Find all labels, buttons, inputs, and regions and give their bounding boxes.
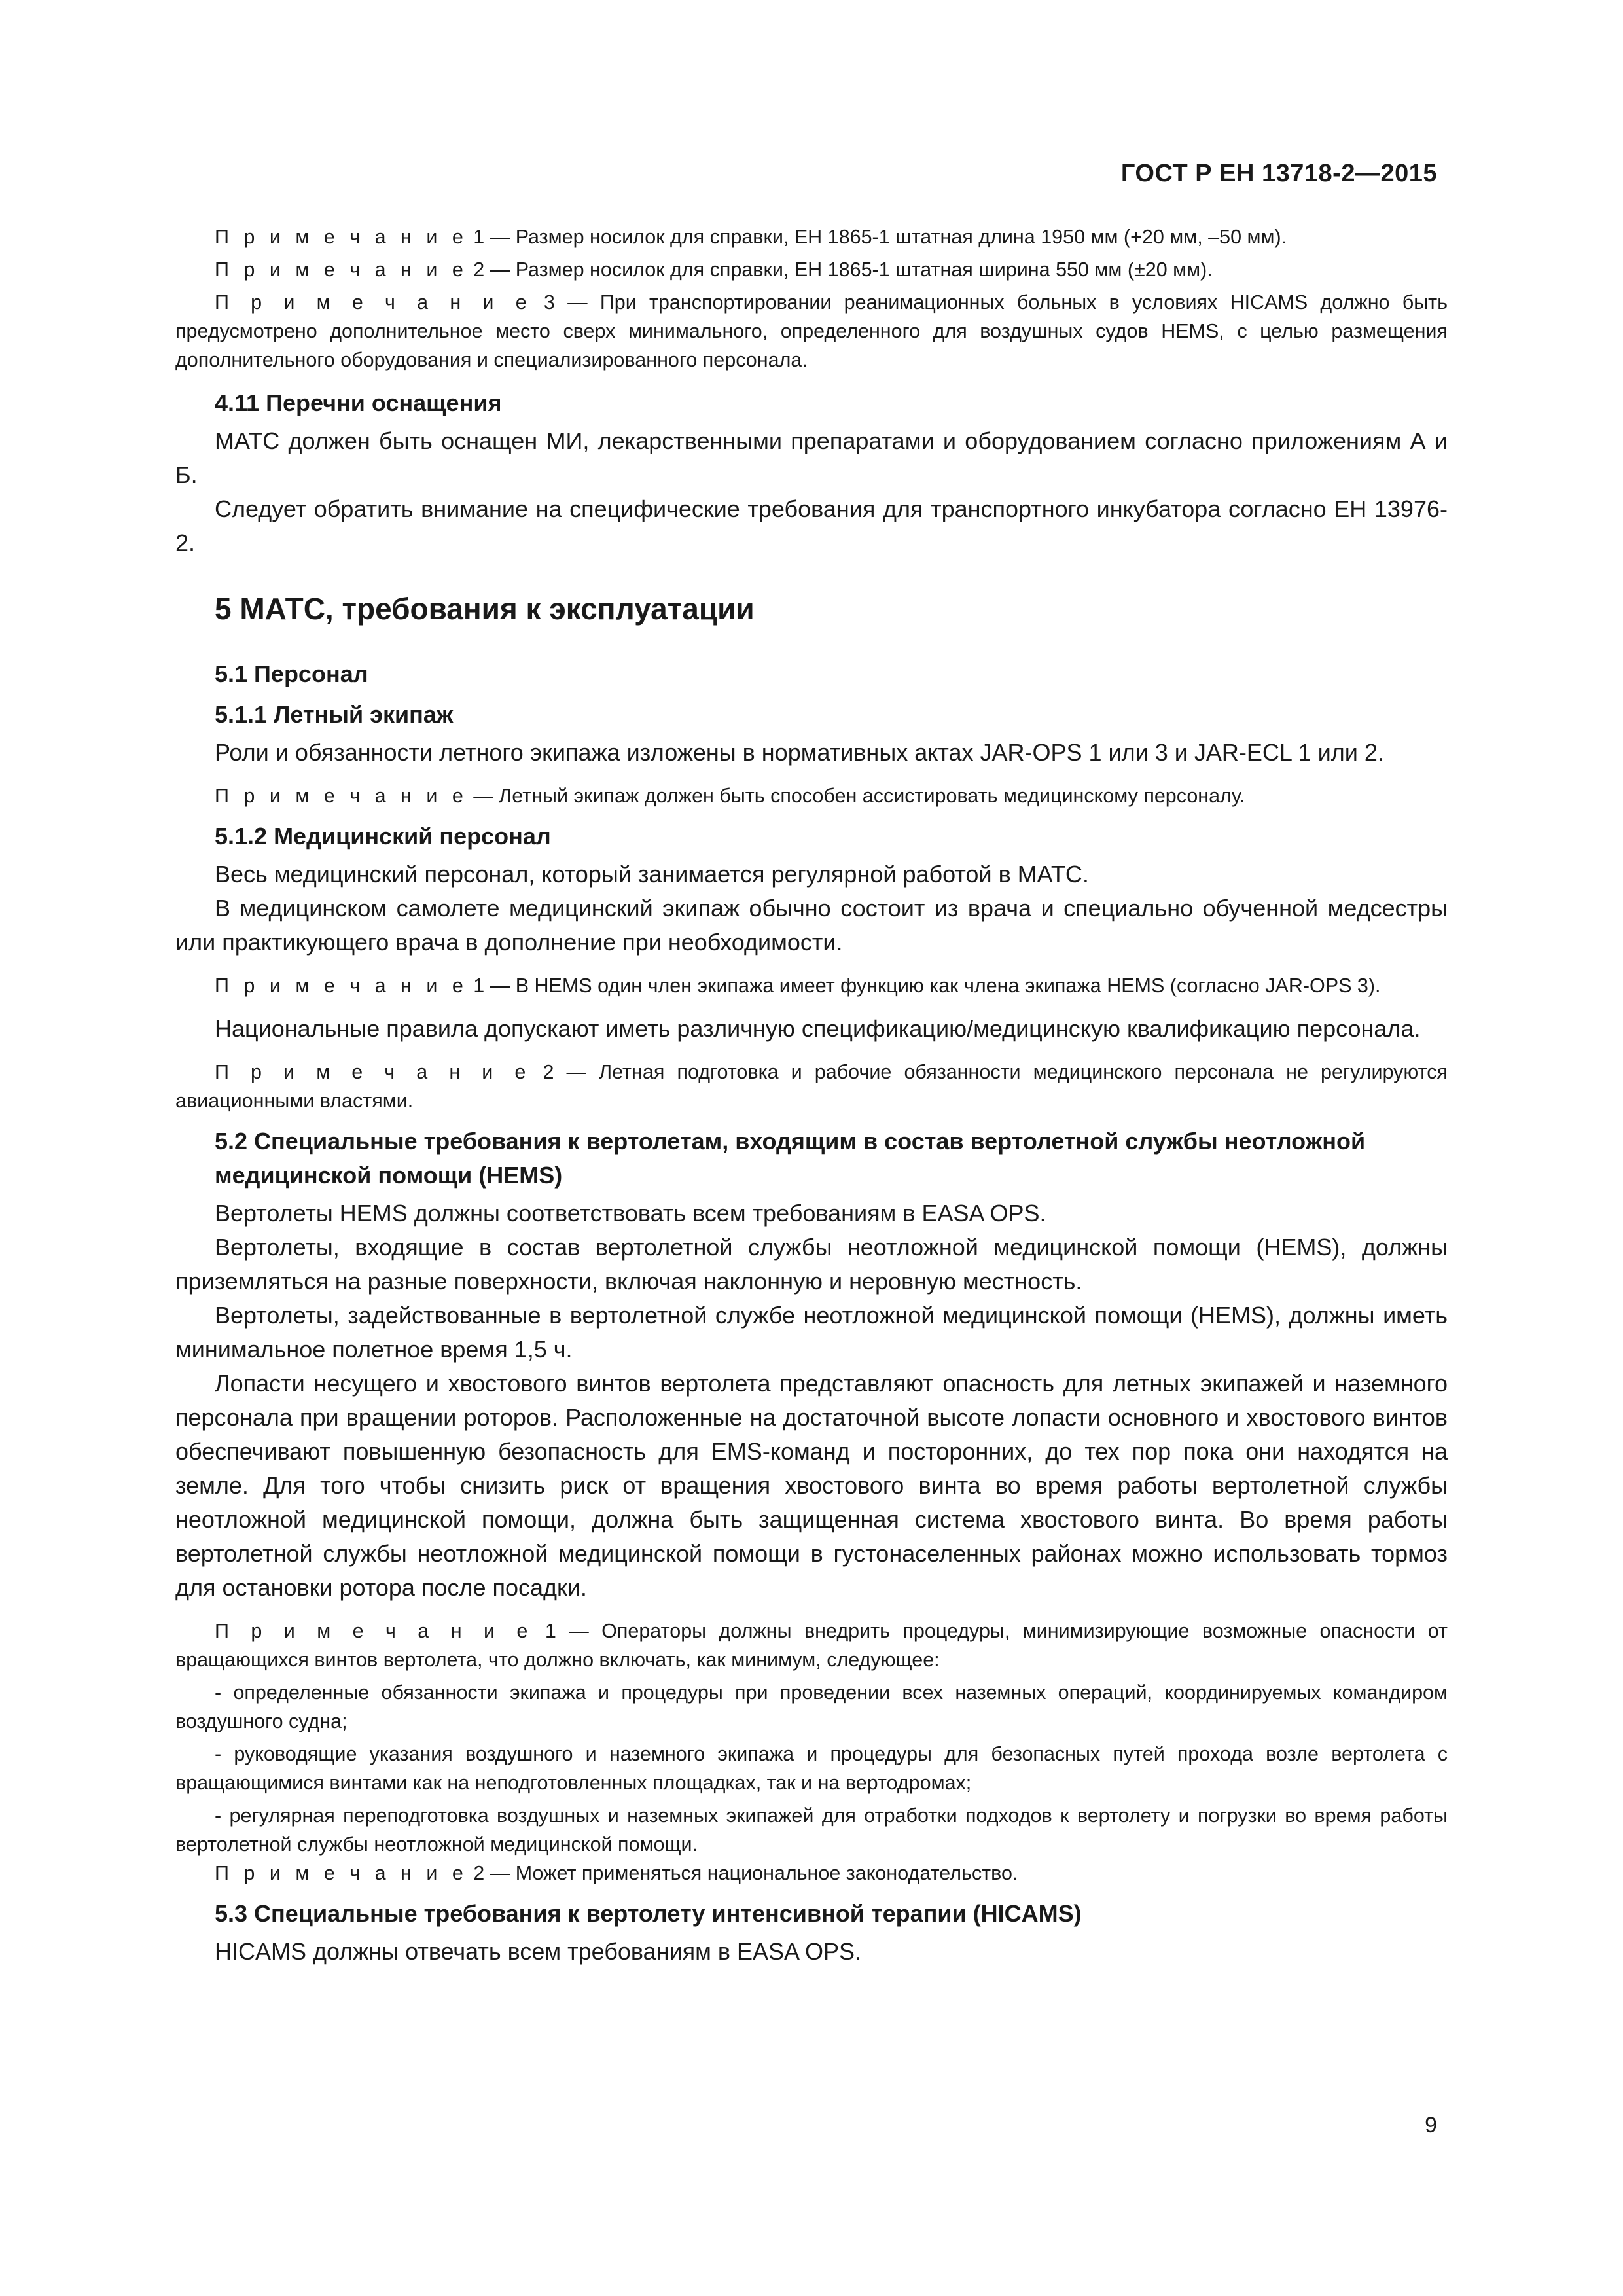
note-label: П р и м е ч а н и е [215, 785, 468, 807]
section-4-11-paragraph-2: Следует обратить внимание на специфические требования для транспортного инкубатора согласно ЕН 13976-2. [175, 495, 1448, 556]
note-list-item: - руководящие указания воздушного и наземного экипажа и процедуры для безопасных путей прохода возле вертолета с вращающимися винтами как на неподготовленных площадках, так и на вертодромах; [175, 1743, 1448, 1794]
note-list-item: - регулярная переподготовка воздушных и наземных экипажей для отработки подходов к вертолету и погрузки во время работы вертолетной службы неотложной медицинской помощи. [175, 1804, 1448, 1856]
note-3 [175, 288, 1448, 374]
note-number: 1 — [532, 1620, 602, 1642]
section-5-1-2-note-2 [175, 1058, 1448, 1115]
document-code: ГОСТ Р ЕН 13718-2—2015 [1120, 160, 1437, 187]
note-label: П р и м е ч а н и е [215, 1862, 468, 1884]
section-5-title: 5 МАТС, требования к эксплуатации [215, 592, 755, 626]
note-text: Летная подготовка и рабочие обязанности медицинского персонала не регулируются авиационными властями. [175, 1061, 1448, 1112]
note-text: Может применяться национальное законодательство. [515, 1862, 1018, 1884]
section-5-2-paragraph-3: Вертолеты, задействованные в вертолетной службе неотложной медицинской помощи (HEMS), должны иметь минимальное полетное время 1,5 ч. [175, 1302, 1448, 1363]
note-label: П р и м е ч а н и е [215, 975, 468, 997]
page-content [175, 223, 1448, 1969]
note-text: Размер носилок для справки, ЕН 1865-1 штатная ширина 550 мм (±20 мм). [515, 259, 1213, 281]
section-5-2-note-1 [175, 1617, 1448, 1674]
section-4-11-paragraph-1: МАТС должен быть оснащен МИ, лекарственными препаратами и оборудованием согласно приложениям А и Б. [175, 427, 1448, 488]
note-label: П р и м е ч а н и е [215, 259, 468, 281]
section-5-1-2-paragraph-3: Национальные правила допускают иметь различную спецификацию/медицинскую квалификацию персонала. [215, 1015, 1421, 1042]
section-5-2-paragraph-4: Лопасти несущего и хвостового винтов вертолета представляют опасность для летных экипажей и наземного персонала при вращении роторов. Расположенные на достаточной высоте лопасти основного и хвостового винтов обеспечивают повышенную безопасность для EMS-команд и посторонних, до тех пор пока они находятся на земле. Для того чтобы снизить риск от вращения хвостового винта во время работы вертолетной службы неотложной медицинской помощи, должна быть защищенная система хвостового винта. Во время работы вертолетной службы неотложной медицинской помощи в густонаселенных районах можно использовать тормоз для остановки ротора после посадки. [175, 1370, 1448, 1601]
note-label: П р и м е ч а н и е [215, 1620, 533, 1642]
note-number: 2 — [467, 259, 516, 281]
section-5-1-2-note-1 [175, 971, 1448, 1000]
note-number: 2 — [467, 1862, 516, 1884]
section-5-2-note-2 [175, 1859, 1448, 1888]
note-2 [175, 255, 1448, 284]
note-text: При транспортировании реанимационных больных в условиях HICAMS должно быть предусмотрено дополнительное место сверх минимального, определенного для воздушных судов HEMS, с целью размещения дополнительного оборудования и специализированного персонала. [175, 291, 1448, 371]
section-5-1-2-paragraph-1: Весь медицинский персонал, который занимается регулярной работой в МАТС. [215, 861, 1089, 888]
section-5-3-title: 5.3 Специальные требования к вертолету интенсивной терапии (HICAMS) [215, 1900, 1082, 1927]
note-label: П р и м е ч а н и е [215, 226, 468, 248]
section-5-2-paragraph-1: Вертолеты HEMS должны соответствовать всем требованиям в EASA OPS. [215, 1200, 1046, 1227]
note-1 [175, 223, 1448, 251]
section-5-2-title: 5.2 Специальные требования к вертолетам, входящим в состав вертолетной службы неотложной медицинской помощи (HEMS) [215, 1128, 1366, 1189]
section-5-1-1-note [175, 781, 1448, 810]
note-label: П р и м е ч а н и е [215, 1061, 531, 1083]
note-number: 1 — [467, 226, 516, 248]
note-text: Размер носилок для справки, ЕН 1865-1 штатная длина 1950 мм (+20 мм, –50 мм). [515, 226, 1287, 248]
section-4-11-title: 4.11 Перечни оснащения [215, 389, 502, 416]
section-5-1-2-title: 5.1.2 Медицинский персонал [215, 823, 551, 850]
section-5-1-1-paragraph-1: Роли и обязанности летного экипажа изложены в нормативных актах JAR-OPS 1 или 3 и JAR-ECL 1 или 2. [215, 739, 1384, 766]
note-number: 2 — [530, 1061, 599, 1083]
note-list-item: - определенные обязанности экипажа и процедуры при проведении всех наземных операций, координируемых командиром воздушного судна; [175, 1681, 1448, 1732]
page-number: 9 [1425, 2113, 1437, 2138]
note-number: 1 — [467, 975, 516, 997]
section-5-1-2-paragraph-2: В медицинском самолете медицинский экипаж обычно состоит из врача и специально обученной медсестры или практикующего врача в дополнение при необходимости. [175, 895, 1448, 956]
section-5-3-paragraph-1: HICAMS должны отвечать всем требованиям в EASA OPS. [215, 1938, 862, 1965]
note-label: П р и м е ч а н и е [215, 291, 531, 314]
note-text: Операторы должны внедрить процедуры, минимизирующие возможные опасности от вращающихся винтов вертолета, что должно включать, как минимум, следующее: [175, 1620, 1448, 1671]
note-text: В HEMS один член экипажа имеет функцию как члена экипажа HEMS (согласно JAR-OPS 3). [515, 975, 1381, 997]
section-5-2-paragraph-2: Вертолеты, входящие в состав вертолетной службы неотложной медицинской помощи (HEMS), должны приземляться на разные поверхности, включая наклонную и неровную местность. [175, 1234, 1448, 1295]
section-5-1-title: 5.1 Персонал [215, 660, 368, 687]
note-text: — Летный экипаж должен быть способен ассистировать медицинскому персоналу. [467, 785, 1245, 807]
note-number: 3 — [531, 291, 600, 314]
section-5-1-1-title: 5.1.1 Летный экипаж [215, 701, 454, 728]
